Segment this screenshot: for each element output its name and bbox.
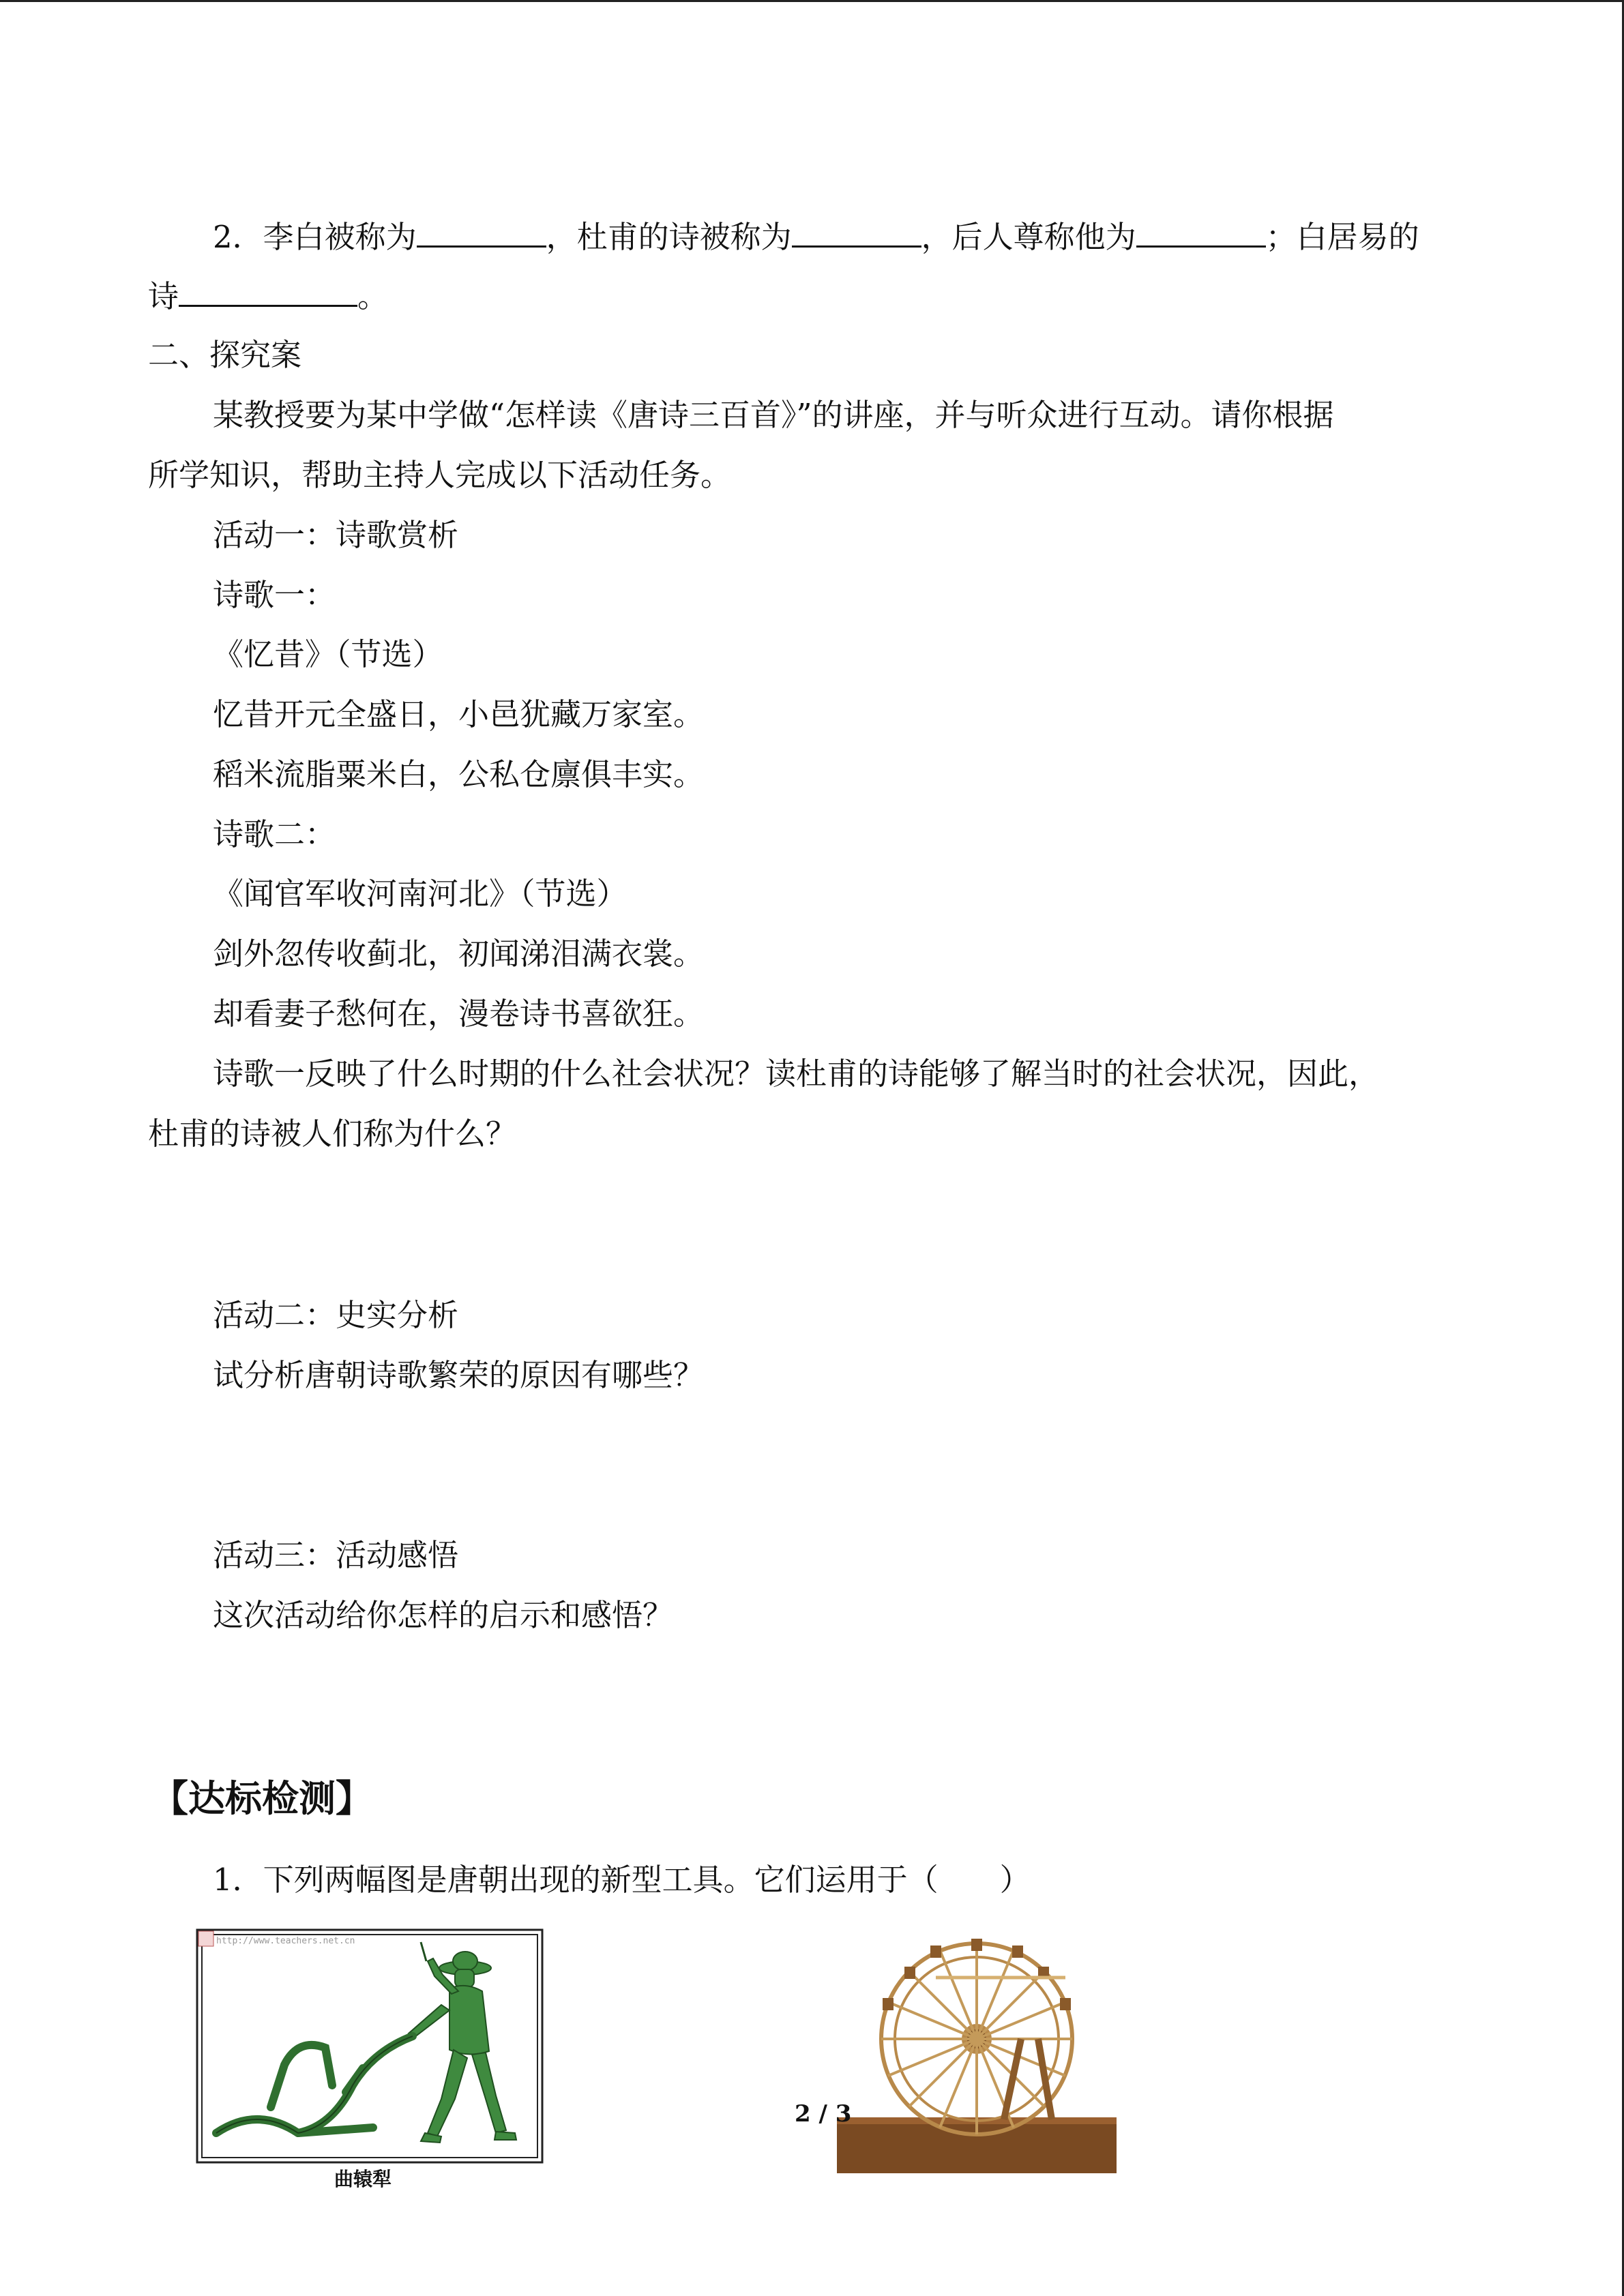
waterwheel-image [833,1937,1120,2175]
q2-line1 [213,215,1419,258]
intro-line2: 所学知识，帮助主持人完成以下活动任务。 [148,457,732,493]
poem2-title: 《闻官军收河南河北》（节选） [213,876,628,912]
q2-line2 [148,275,388,317]
activity1-question-line1: 诗歌一反映了什么时期的什么社会状况？读杜甫的诗能够了解当时的社会状况，因此， [213,1056,1380,1092]
q2-text-part3: ，后人尊称他为 [921,219,1136,255]
plow-illustration [196,1928,544,2164]
poem1-line1: 忆昔开元全盛日，小邑犹藏万家室。 [213,696,705,732]
activity2-title: 活动二：史实分析 [213,1297,459,1333]
q2-text-part2: ，杜甫的诗被称为 [546,219,792,255]
activity2-question: 试分析唐朝诗歌繁荣的原因有哪些？ [213,1357,705,1393]
poem2-line1: 剑外忽传收蓟北，初闻涕泪满衣裳。 [213,936,705,972]
page-number: 2 / 3 [795,2100,852,2128]
poem2-line2: 却看妻子愁何在，漫卷诗书喜欲狂。 [213,996,705,1032]
activity3-question: 这次活动给你怎样的启示和感悟？ [213,1597,674,1633]
watermark-text: http://www.teachers.net.cn [216,1936,355,1946]
plow-image [196,1928,544,2164]
blank-1[interactable] [417,215,546,248]
blank-2[interactable] [792,215,921,248]
blank-3[interactable] [1136,215,1266,248]
activity1-title: 活动一：诗歌赏析 [213,517,459,553]
q2-text-part4: ；白居易的 [1265,219,1419,255]
page-top-border [0,0,1624,2]
plow-caption: 曲辕犁 [334,2168,392,2190]
blank-4[interactable] [179,275,357,307]
q2-text-part5: 诗 [148,278,179,314]
poem1-label: 诗歌一： [213,577,336,613]
activity3-title: 活动三：活动感悟 [213,1537,459,1573]
q2-text-part6: 。 [357,278,389,314]
poem2-label: 诗歌二： [213,816,336,852]
q2-text-part1: 2．李白被称为 [213,219,417,255]
waterwheel-illustration [833,1937,1120,2175]
poem1-title: 《忆昔》（节选） [213,636,443,672]
test-heading: 【达标检测】 [151,1777,372,1820]
poem1-line2: 稻米流脂粟米白，公私仓廪俱丰实。 [213,756,705,792]
intro-line1: 某教授要为某中学做“怎样读《唐诗三百首》”的讲座，并与听众进行互动。请你根据 [213,397,1334,433]
activity1-question-line2: 杜甫的诗被人们称为什么？ [148,1116,517,1152]
test-question-1: 1．下列两幅图是唐朝出现的新型工具。它们运用于（ ） [213,1862,1031,1898]
section2-title: 二、探究案 [148,337,302,373]
